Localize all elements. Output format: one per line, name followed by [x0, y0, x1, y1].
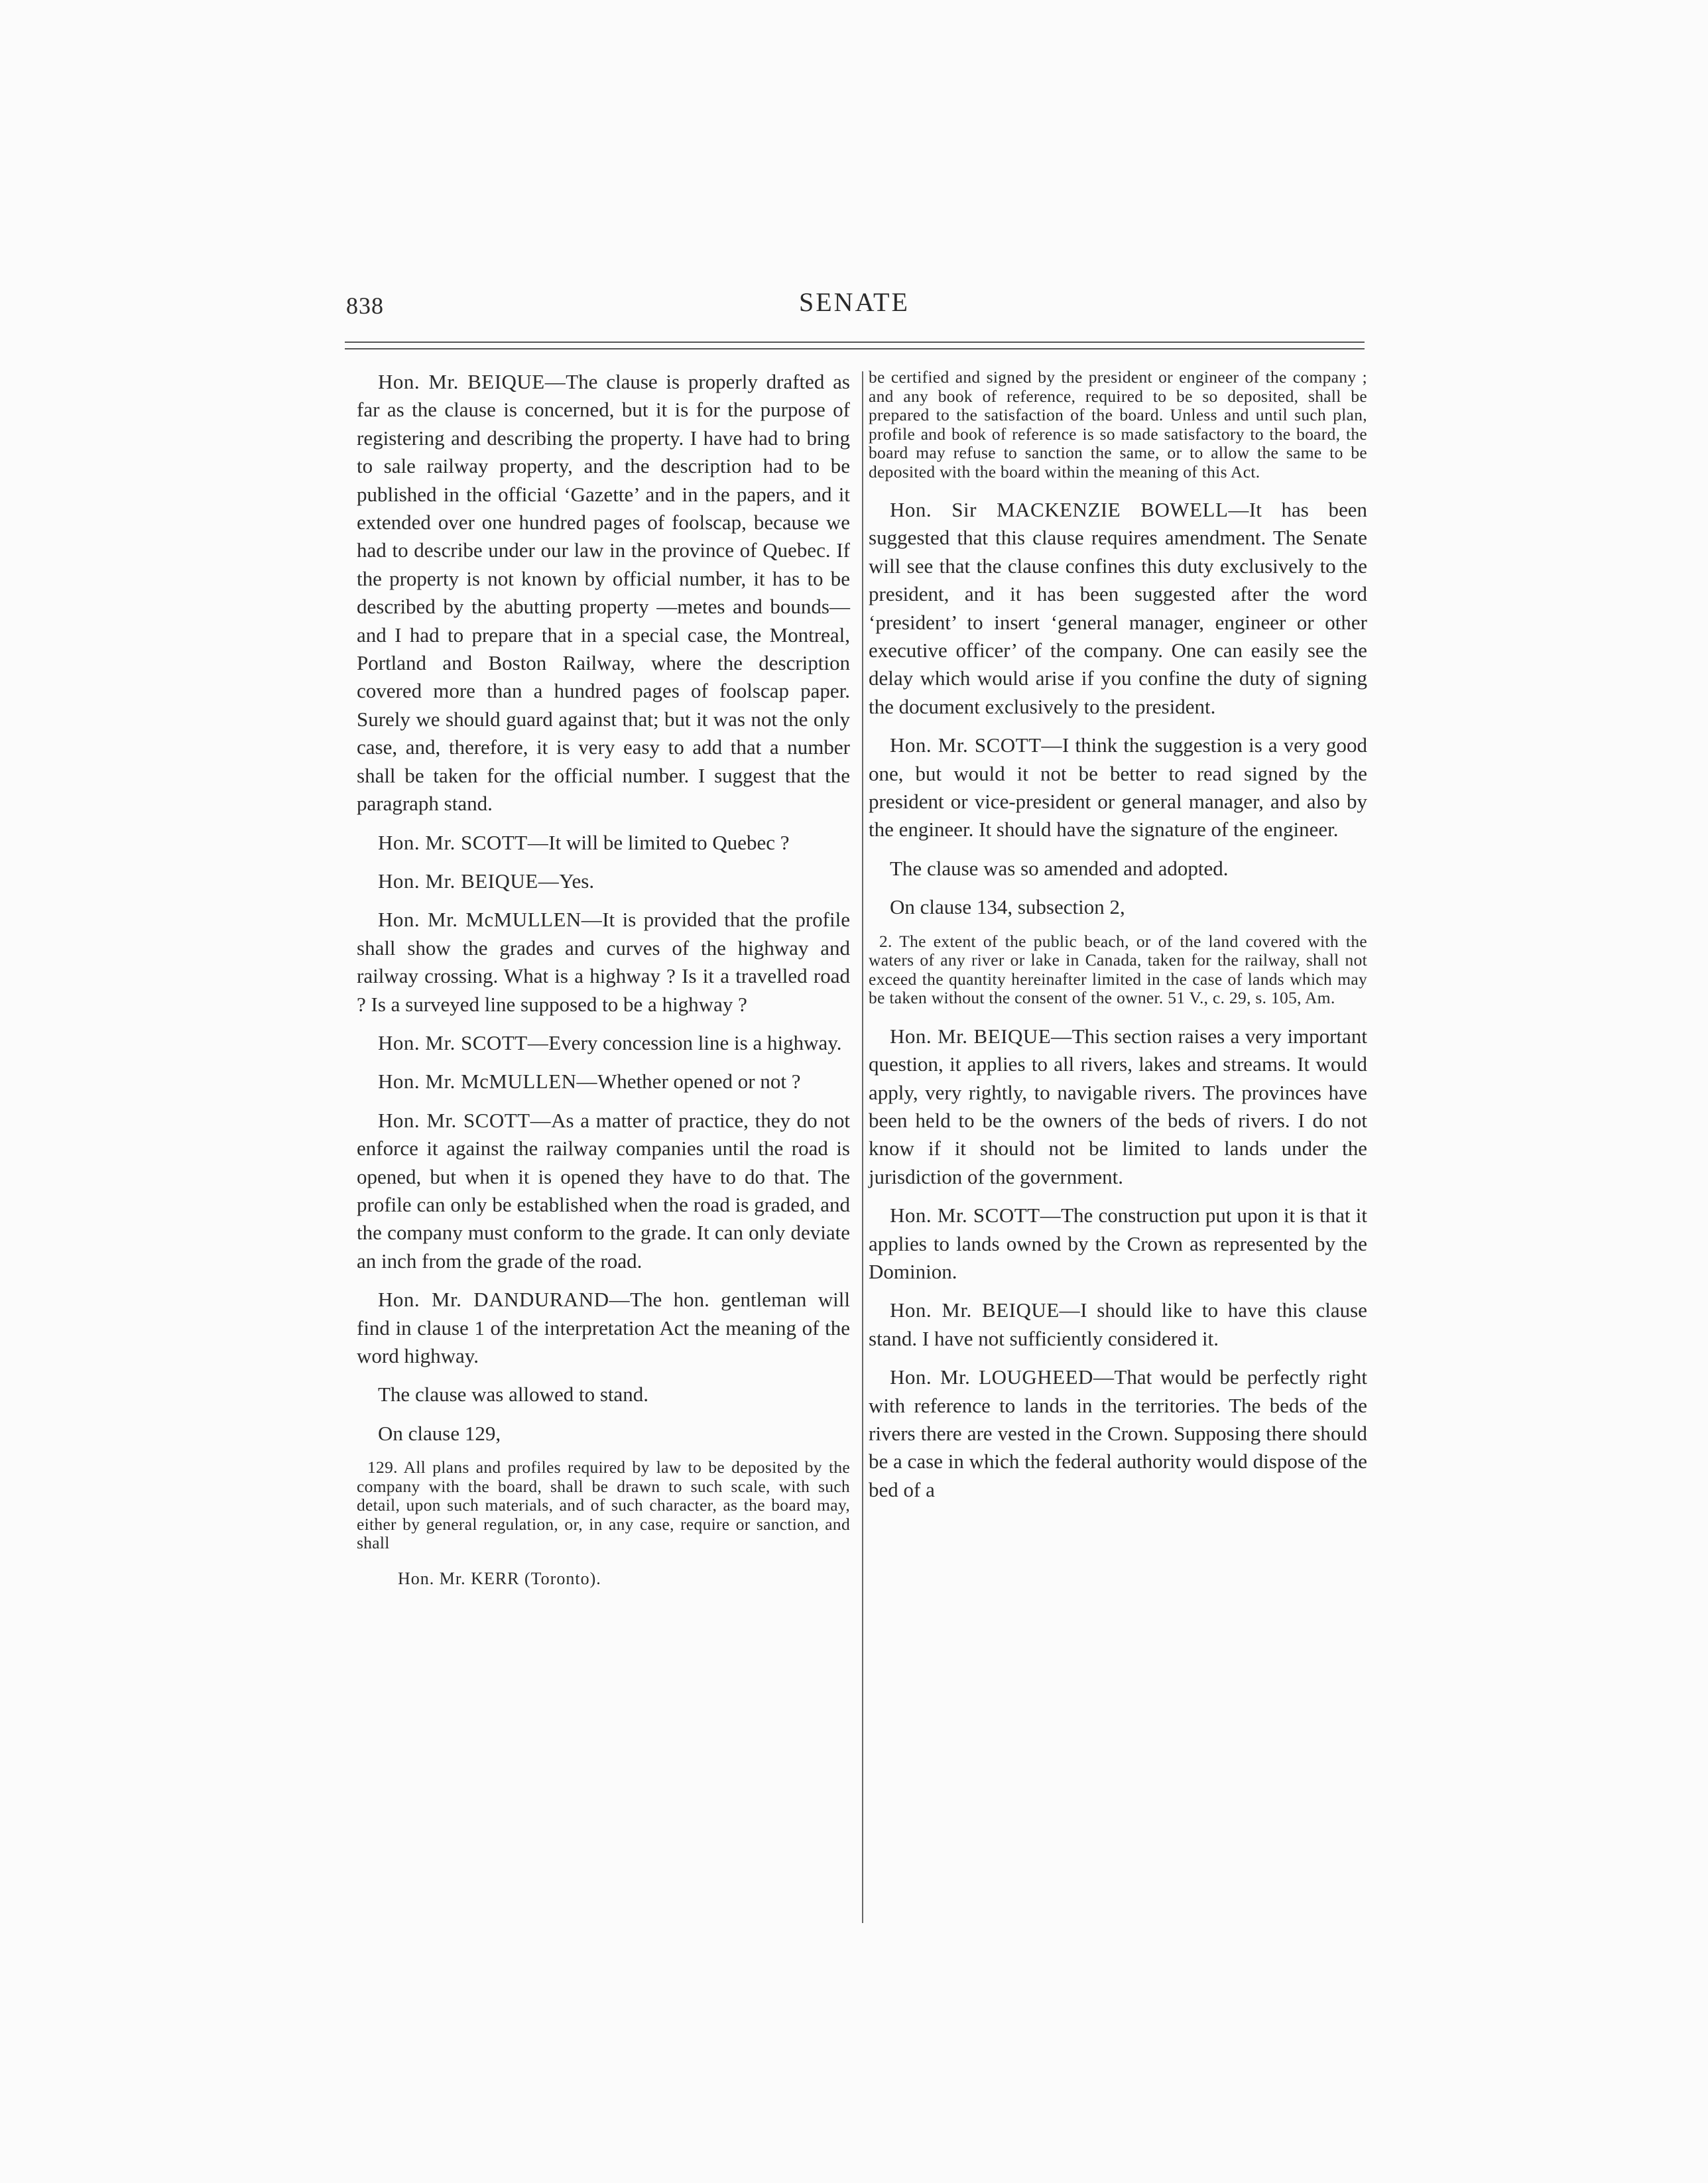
speaker-name: Hon. Sir MACKENZIE BOWELL—: [890, 498, 1249, 521]
speech-text: I should like to have this clause stand. I have not sufficiently considered it.: [869, 1298, 1367, 1350]
speech-text: It has been suggested that this clause requires amendment. The Senate will see that the clause confines this duty exclusively to the president, and it has been suggested after the word ‘president’ to insert ‘general manager, engineer or other executive officer’ of the company. One can easily see the delay which would arise if you confine the duty of signing the document exclusively to the president.: [869, 498, 1367, 718]
bill-clause-text: 129. All plans and profiles required by law to be deposited by the company with the board, shall be drawn to such scale, with such detail, upon such materials, and of such character, as the board may, either by general regulation, or, in any case, require or sanction, and shall: [357, 1458, 850, 1553]
speaker-name: Hon. Mr. McMULLEN—: [378, 1070, 598, 1093]
speaker-name: Hon. Mr. DANDURAND—: [378, 1288, 631, 1312]
speech-paragraph: [869, 1023, 1367, 1191]
speech-paragraph: [357, 1286, 850, 1370]
column-divider: [862, 371, 863, 1923]
speech-text: The construction put upon it is that it applies to lands owned by the Crown as represented by the Dominion.: [869, 1204, 1367, 1283]
speech-paragraph: [869, 731, 1367, 844]
speech-text: This section raises a very important question, it applies to all rivers, lakes and streams. It would apply, very rightly, to navigable rivers. The provinces have been held to be the owners of the beds of rivers. I do not know if it should not be limited to lands under the jurisdiction of the government.: [869, 1024, 1367, 1188]
speaker-name: Hon. Mr. SCOTT—: [378, 830, 549, 854]
speech-text: The clause is properly drafted as far as the clause is concerned, but it is for the purpose of registering and describing the property. I have had to bring to sale railway property, and the description had to be published in the official ‘Gazette’ and in the papers, and it extended over one hundred pages of foolscap, because we had to describe under our law in the province of Quebec. If the property is not known by official number, it has to be described by the abutting property —metes and bounds—and I had to prepare that in a special case, the Montreal, Portland and Boston Railway, where the description covered more than a hundred pages of foolscap paper. Surely we should guard against that; but it was not the only case, and, therefore, it is very easy to add that a number shall be taken for the official number. I suggest that the paragraph stand.: [357, 370, 850, 816]
speech-text: The hon. gentleman will find in clause 1 of the interpretation Act the meaning of the word highway.: [357, 1288, 850, 1367]
speech-paragraph: [869, 1363, 1367, 1504]
procedural-note: The clause was allowed to stand.: [378, 1383, 649, 1406]
speaker-name: Hon. Mr. McMULLEN—: [378, 908, 603, 932]
speech-paragraph: [357, 829, 850, 857]
speech-text: I think the suggestion is a very good one, but would it not be better to read signed by the president or vice-president or general manager, and also by the engineer. It should have the signature of the engineer.: [869, 733, 1367, 842]
speech-text: Every concession line is a highway.: [548, 1030, 842, 1054]
procedural-note: On clause 129,: [378, 1421, 501, 1445]
procedural-note: The clause was so amended and adopted.: [890, 856, 1229, 880]
bill-clause-text: be certified and signed by the president or engineer of the company ; and any book of reference, required to be so deposited, shall be prepared to the satisfaction of the board. Unless and until such plan, profile and book of reference is so made satisfactory to the board, the board may refuse to sanction the same, or to allow the same to be deposited with the board within the meaning of this Act.: [869, 367, 1367, 481]
speech-paragraph: [357, 1068, 850, 1095]
speech-paragraph: [357, 906, 850, 1019]
speech-paragraph: [869, 1296, 1367, 1353]
speaker-name: Hon. Mr. BEIQUE—: [890, 1298, 1081, 1322]
page-number: 838: [346, 292, 384, 319]
speech-paragraph: [869, 1202, 1367, 1286]
speech-text: It is provided that the profile shall show the grades and curves of the highway and railway crossing. What is a highway ? Is it a travelled road ? Is a surveyed line supposed to be a highway ?: [357, 908, 850, 1016]
speaker-name: Hon. Mr. SCOTT—: [890, 1204, 1062, 1227]
speaker-name: Hon. Mr. BEIQUE—: [378, 370, 566, 393]
procedural-note: On clause 134, subsection 2,: [890, 895, 1125, 919]
speaker-name: Hon. Mr. SCOTT—: [378, 1030, 549, 1054]
header-rule-top: [345, 342, 1365, 343]
speech-text: It will be limited to Quebec ?: [548, 830, 790, 854]
speaker-name: Hon. Mr. SCOTT—: [890, 733, 1063, 757]
left-column: [357, 368, 850, 1601]
speech-text: That would be perfectly right with reference to lands in the territories. The beds of the rivers there are vested in the Crown. Supposing there should be a case in which the federal authority would dispose of the bed of a: [869, 1365, 1367, 1501]
running-head: SENATE: [799, 287, 910, 317]
bill-clause-text: 2. The extent of the public beach, or of the land covered with the waters of any river or lake in Canada, taken for the railway, shall not exceed the quantity hereinafter limited in the case of lands which may be taken without the consent of the owner. 51 V., c. 29, s. 105, Am.: [869, 931, 1367, 1008]
right-column: [869, 368, 1367, 1515]
speaker-name: Hon. Mr. SCOTT—: [378, 1108, 552, 1132]
speech-text: Yes.: [559, 869, 595, 893]
speech-paragraph: [357, 1107, 850, 1275]
speech-text: As a matter of practice, they do not enforce it against the railway companies until the road is opened, but when it is opened they have to do that. The profile can only be established when the road is graded, and the company must conform to the grade. It can only deviate an inch from the grade of the road.: [357, 1108, 850, 1273]
speech-paragraph: [357, 1029, 850, 1057]
header-rule-bottom: [345, 348, 1365, 349]
speech-text: Whether opened or not ?: [597, 1070, 801, 1093]
page-footnote: Hon. Mr. KERR (Toronto).: [398, 1568, 601, 1588]
speech-paragraph: [357, 368, 850, 818]
speaker-name: Hon. Mr. BEIQUE—: [378, 869, 560, 893]
speech-paragraph: [869, 496, 1367, 721]
speaker-name: Hon. Mr. BEIQUE—: [890, 1024, 1072, 1048]
speech-paragraph: [357, 867, 850, 895]
speaker-name: Hon. Mr. LOUGHEED—: [890, 1365, 1115, 1389]
